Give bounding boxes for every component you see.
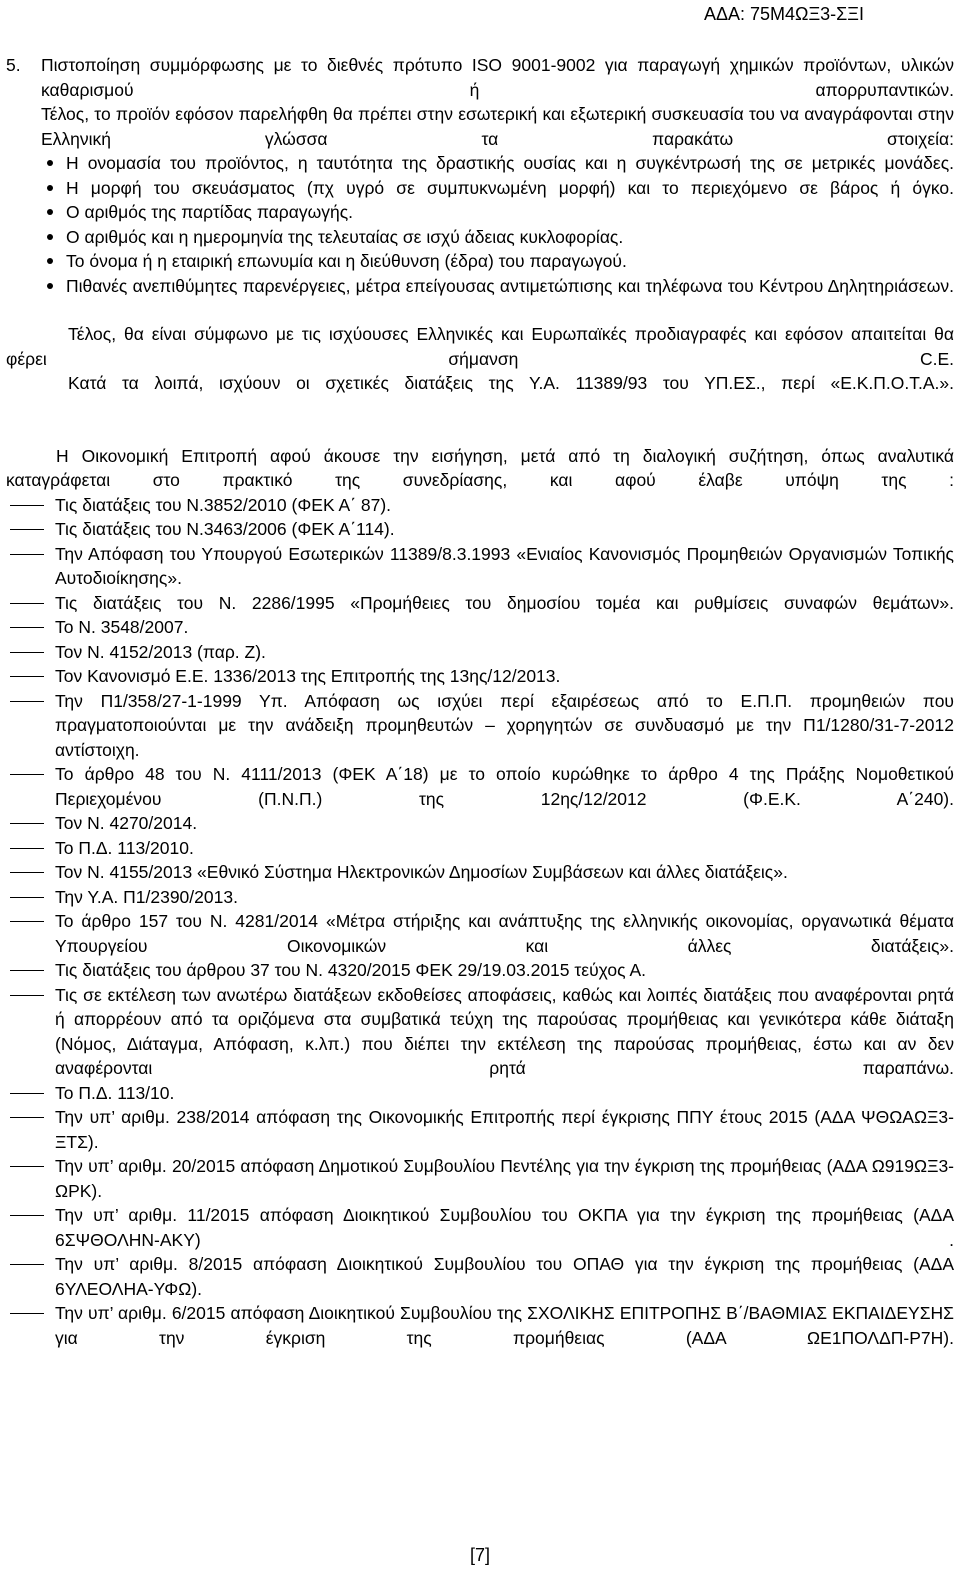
legal-item: Τις διατάξεις του Ν. 2286/1995 «Προμήθειες του δημοσίου τομέα και ρυθμίσεις συναφών θεμάτων».: [6, 591, 954, 616]
legal-item: Τον Ν. 4270/2014.: [6, 811, 954, 836]
closing-paragraph-2: Κατά τα λοιπά, ισχύουν οι σχετικές διατάξεις της Υ.Α. 11389/93 του ΥΠ.ΕΣ., περί «Ε.Κ.Π.Ο.Τ.Α.».: [68, 373, 954, 393]
legal-item: Την υπ’ αριθμ. 8/2015 απόφαση Διοικητικού Συμβουλίου του ΟΠΑΘ για την έγκριση της προμήθειας (ΑΔΑ 6ΥΛΕΟΛΗΑ-ΥΦΩ).: [6, 1252, 954, 1301]
legal-item: Την υπ’ αριθμ. 6/2015 απόφαση Διοικητικού Συμβουλίου της ΣΧΟΛΙΚΗΣ ΕΠΙΤΡΟΠΗΣ Β΄/ΒΑΘΜΙΑΣ ΕΚΠΑΙΔΕΥΣΗΣ για την έγκριση της προμήθειας (ΑΔΑ ΩΕ1ΠΟΛΔΠ-Ρ7Η).: [6, 1301, 954, 1350]
legal-item: Το άρθρο 157 του Ν. 4281/2014 «Μέτρα στήριξης και ανάπτυξης της ελληνικής οικονομίας, οργανωτικά θέματα Υπουργείου Οικονομικών και άλλες διατάξεις».: [6, 909, 954, 958]
legal-item: Τις διατάξεις του Ν.3463/2006 (ΦΕΚ Α΄114).: [6, 517, 954, 542]
legal-item: Τον Κανονισμό Ε.Ε. 1336/2013 της Επιτροπής της 13ης/12/2013.: [6, 664, 954, 689]
legal-item: Τις διατάξεις του άρθρου 37 του Ν. 4320/2015 ΦΕΚ 29/19.03.2015 τεύχος Α.: [6, 958, 954, 983]
bullet-item: Ο αριθμός και η ημερομηνία της τελευταίας σε ισχύ άδειας κυκλοφορίας.: [6, 225, 954, 250]
legal-item: Τις σε εκτέλεση των ανωτέρω διατάξεων εκδοθείσες αποφάσεις, καθώς και λοιπές διατάξεις που αναφέρονται ρητά ή απορρέουν από τα οριζόμενα στα συμβατικά τεύχη της παρούσας προμήθειας και γενικότερα κάθε διάταξη (Νόμος, Διάταγμα, Απόφαση, κ.λπ.) που διέπει την εκτέλεση της παρούσας προμήθειας, έστω και αν δεν αναφέρονται ρητά παραπάνω.: [6, 983, 954, 1081]
bullet-item: Το όνομα ή η εταιρική επωνυμία και η διεύθυνση (έδρα) του παραγωγού.: [6, 249, 954, 274]
legal-item: Την υπ’ αριθμ. 238/2014 απόφαση της Οικονομικής Επιτροπής περί έγκρισης ΠΠΥ έτους 2015 (ΑΔΑ ΨΘΩΑΩΞ3-ΞΤΣ).: [6, 1105, 954, 1154]
bullet-item: Η ονομασία του προϊόντος, η ταυτότητα της δραστικής ουσίας και η συγκέντρωσή της σε μετρικές μονάδες.: [6, 151, 954, 176]
section-5-intro: Τέλος, το προϊόν εφόσον παρελήφθη θα πρέπει στην εσωτερική και εξωτερική συσκευασία του να αναγράφονται στην Ελληνική γλώσσα τα παρακάτω στοιχεία:: [41, 104, 954, 149]
bullet-item: Η μορφή του σκευάσματος (πχ υγρό σε συμπυκνωμένη μορφή) και το περιεχόμενο σε βάρος ή όγκο.: [6, 176, 954, 201]
legal-basis-list: [6, 493, 954, 1351]
labeling-bullet-list: [6, 151, 954, 298]
section-5-title: [6, 53, 954, 102]
legal-item: Το Ν. 3548/2007.: [6, 615, 954, 640]
legal-item: Τον Ν. 4152/2013 (παρ. Ζ).: [6, 640, 954, 665]
bullet-item: Πιθανές ανεπιθύμητες παρενέργειες, μέτρα επείγουσας αντιμετώπισης και τηλέφωνα του Κέντρου Δηλητηριάσεων.: [6, 274, 954, 299]
bullet-item: Ο αριθμός της παρτίδας παραγωγής.: [6, 200, 954, 225]
legal-item: Την υπ’ αριθμ. 11/2015 απόφαση Διοικητικού Συμβουλίου του ΟΚΠΑ για την έγκριση της προμήθειας (ΑΔΑ 6ΣΨΘΟΛΗΝ-ΑΚΥ) .: [6, 1203, 954, 1252]
document-body: [6, 53, 954, 1350]
section-title-text: Πιστοποίηση συμμόρφωσης με το διεθνές πρότυπο ISO 9001-9002 για παραγωγή χημικών προϊόντων, υλικών καθαρισμού ή απορρυπαντικών.: [41, 55, 954, 100]
legal-item: Το Π.Δ. 113/10.: [6, 1081, 954, 1106]
ada-code: ΑΔΑ: 75Μ4ΩΞ3-ΣΞΙ: [703, 4, 864, 24]
legal-item: Την υπ’ αριθμ. 20/2015 απόφαση Δημοτικού Συμβουλίου Πεντέλης για την έγκριση της προμήθειας (ΑΔΑ Ω919ΩΞ3-ΩΡΚ).: [6, 1154, 954, 1203]
section-number: 5.: [6, 55, 21, 75]
legal-item: Το άρθρο 48 του Ν. 4111/2013 (ΦΕΚ Α΄18) με το οποίο κυρώθηκε το άρθρο 4 της Πράξης Νομοθετικού Περιεχομένου (Π.Ν.Π.) της 12ης/12/2012 (Φ.Ε.Κ. Α΄240).: [6, 762, 954, 811]
legal-item: Τις διατάξεις του Ν.3852/2010 (ΦΕΚ Α΄ 87).: [6, 493, 954, 518]
committee-intro: Η Οικονομική Επιτροπή αφού άκουσε την εισήγηση, μετά από τη διαλογική συζήτηση, όπως αναλυτικά καταγράφεται στο πρακτικό της συνεδρίασης, και αφού έλαβε υπόψη της :: [6, 445, 954, 490]
closing-paragraph-1: Τέλος, θα είναι σύμφωνο με τις ισχύουσες Ελληνικές και Ευρωπαϊκές προδιαγραφές και εφόσον απαιτείται θα φέρει σήμανση C.E.: [6, 324, 954, 369]
legal-item: Την Π1/358/27-1-1999 Υπ. Απόφαση ως ισχύει περί εξαιρέσεως από το Ε.Π.Π. προμηθειών που πραγματοποιούνται με την ανάδειξη προμηθευτών – χορηγητών σε συνδυασμό με την Π1/1280/31-7-2012 αντίστοιχη.: [6, 689, 954, 763]
legal-item: Το Π.Δ. 113/2010.: [6, 836, 954, 861]
page-number: [7]: [469, 1545, 490, 1565]
legal-item: Την Υ.Α. Π1/2390/2013.: [6, 885, 954, 910]
legal-item: Τον Ν. 4155/2013 «Εθνικό Σύστημα Ηλεκτρονικών Δημοσίων Συμβάσεων και άλλες διατάξεις».: [6, 860, 954, 885]
legal-item: Την Απόφαση του Υπουργού Εσωτερικών 11389/8.3.1993 «Ενιαίος Κανονισμός Προμηθειών Οργανισμών Τοπικής Αυτοδιοίκησης».: [6, 542, 954, 591]
